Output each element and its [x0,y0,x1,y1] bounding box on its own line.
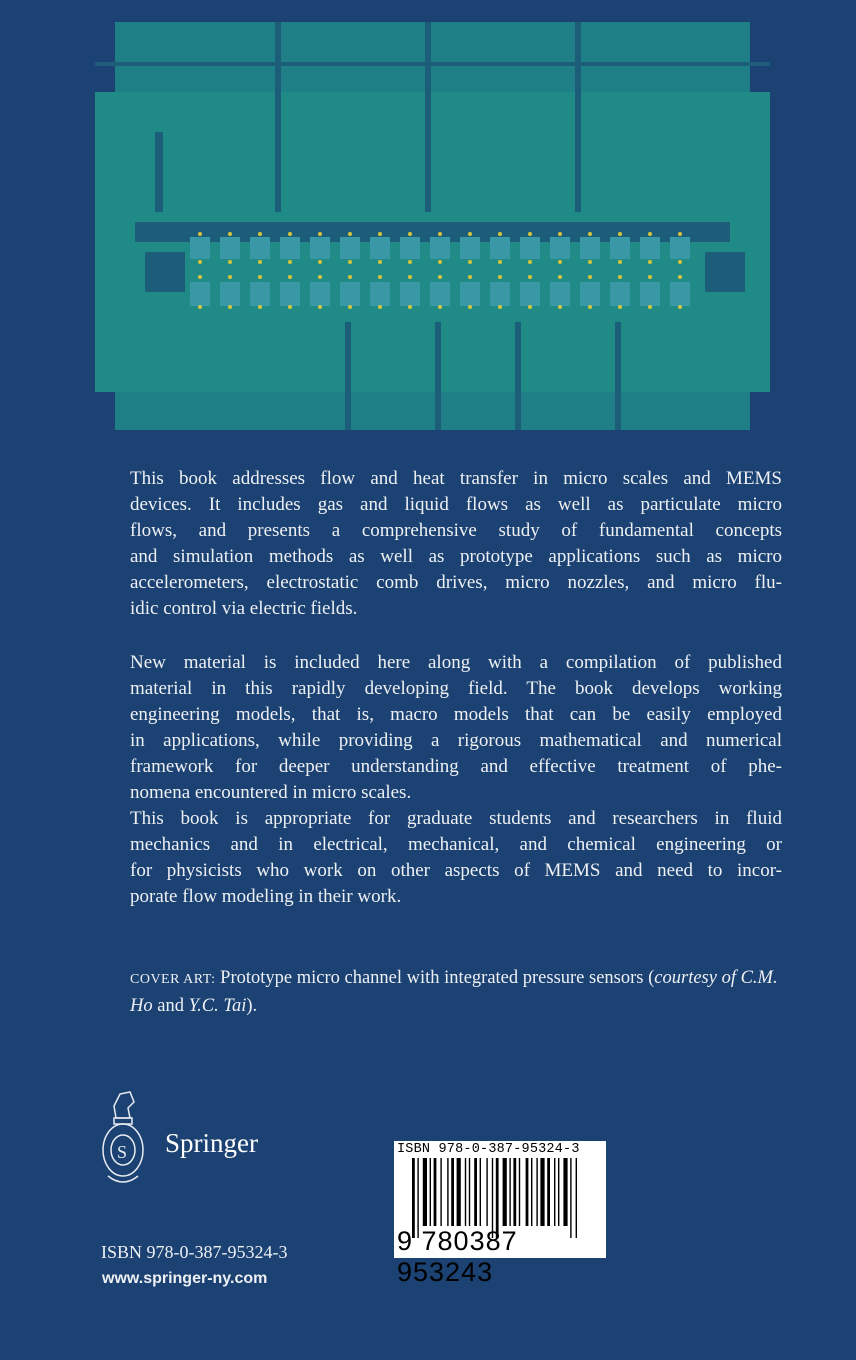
springer-chess-knight-logo-icon [98,1088,148,1190]
publisher-name: Springer [165,1128,258,1158]
blurb-line: nomena encountered in micro scales. [130,782,412,803]
cover-art-micro-channel-image [95,22,770,430]
blurb-line: devices. It includes gas and liquid flows as well as particulate micro [130,494,782,515]
credit-end: ). [246,996,258,1016]
blurb-line: This book is appropriate for graduate students and researchers in fluid [130,808,782,829]
cover-art-text: Prototype micro channel with integrated pressure sensors ( [215,968,655,988]
blurb-paragraph-1 [130,466,782,622]
cover-art-label: COVER ART: [130,972,216,987]
blurb-line: New material is included here along with a compilation of published [130,652,782,673]
barcode-isbn-label: ISBN 978-0-387-95324-3 [397,1142,580,1157]
blurb-line: idic control via electric fields. [130,598,358,619]
svg-text:S: S [117,1142,128,1162]
blurb-line: mechanics and in electrical, mechanical, and chemical engineering or [130,834,782,855]
blurb-line: engineering models, that is, macro models that can be easily employed [130,704,782,725]
blurb-paragraph-3 [130,806,782,910]
blurb-line: accelerometers, electrostatic comb drives, micro nozzles, and micro flu- [130,572,782,593]
blurb-line: This book addresses flow and heat transfer in micro scales and MEMS [130,468,782,489]
isbn-text: ISBN 978-0-387-95324-3 [101,1242,288,1262]
blurb-paragraph-2 [130,650,782,806]
blurb-line: for physicists who work on other aspects of MEMS and need to incor- [130,860,782,881]
blurb-line: porate flow modeling in their work. [130,886,402,907]
blurb-line: flows, and presents a comprehensive study of fundamental concepts [130,520,782,541]
cover-art-credit [130,965,790,1019]
credit-italic: courtesy of C.M. Ho [130,968,778,1016]
blurb-line: material in this rapidly developing field. The book develops working [130,678,782,699]
publisher-url[interactable]: www.springer-ny.com [102,1270,268,1287]
credit-and: and [152,996,189,1016]
blurb-line: in applications, while providing a rigorous mathematical and numerical [130,730,782,751]
blurb-line: framework for deeper understanding and effective treatment of phe- [130,756,782,777]
isbn-barcode [394,1141,606,1287]
barcode-number: 9 780387 953243 [397,1226,518,1287]
blurb-line: and simulation methods as well as prototype applications such as micro [130,546,782,567]
credit-italic-2: Y.C. Tai [188,996,247,1016]
